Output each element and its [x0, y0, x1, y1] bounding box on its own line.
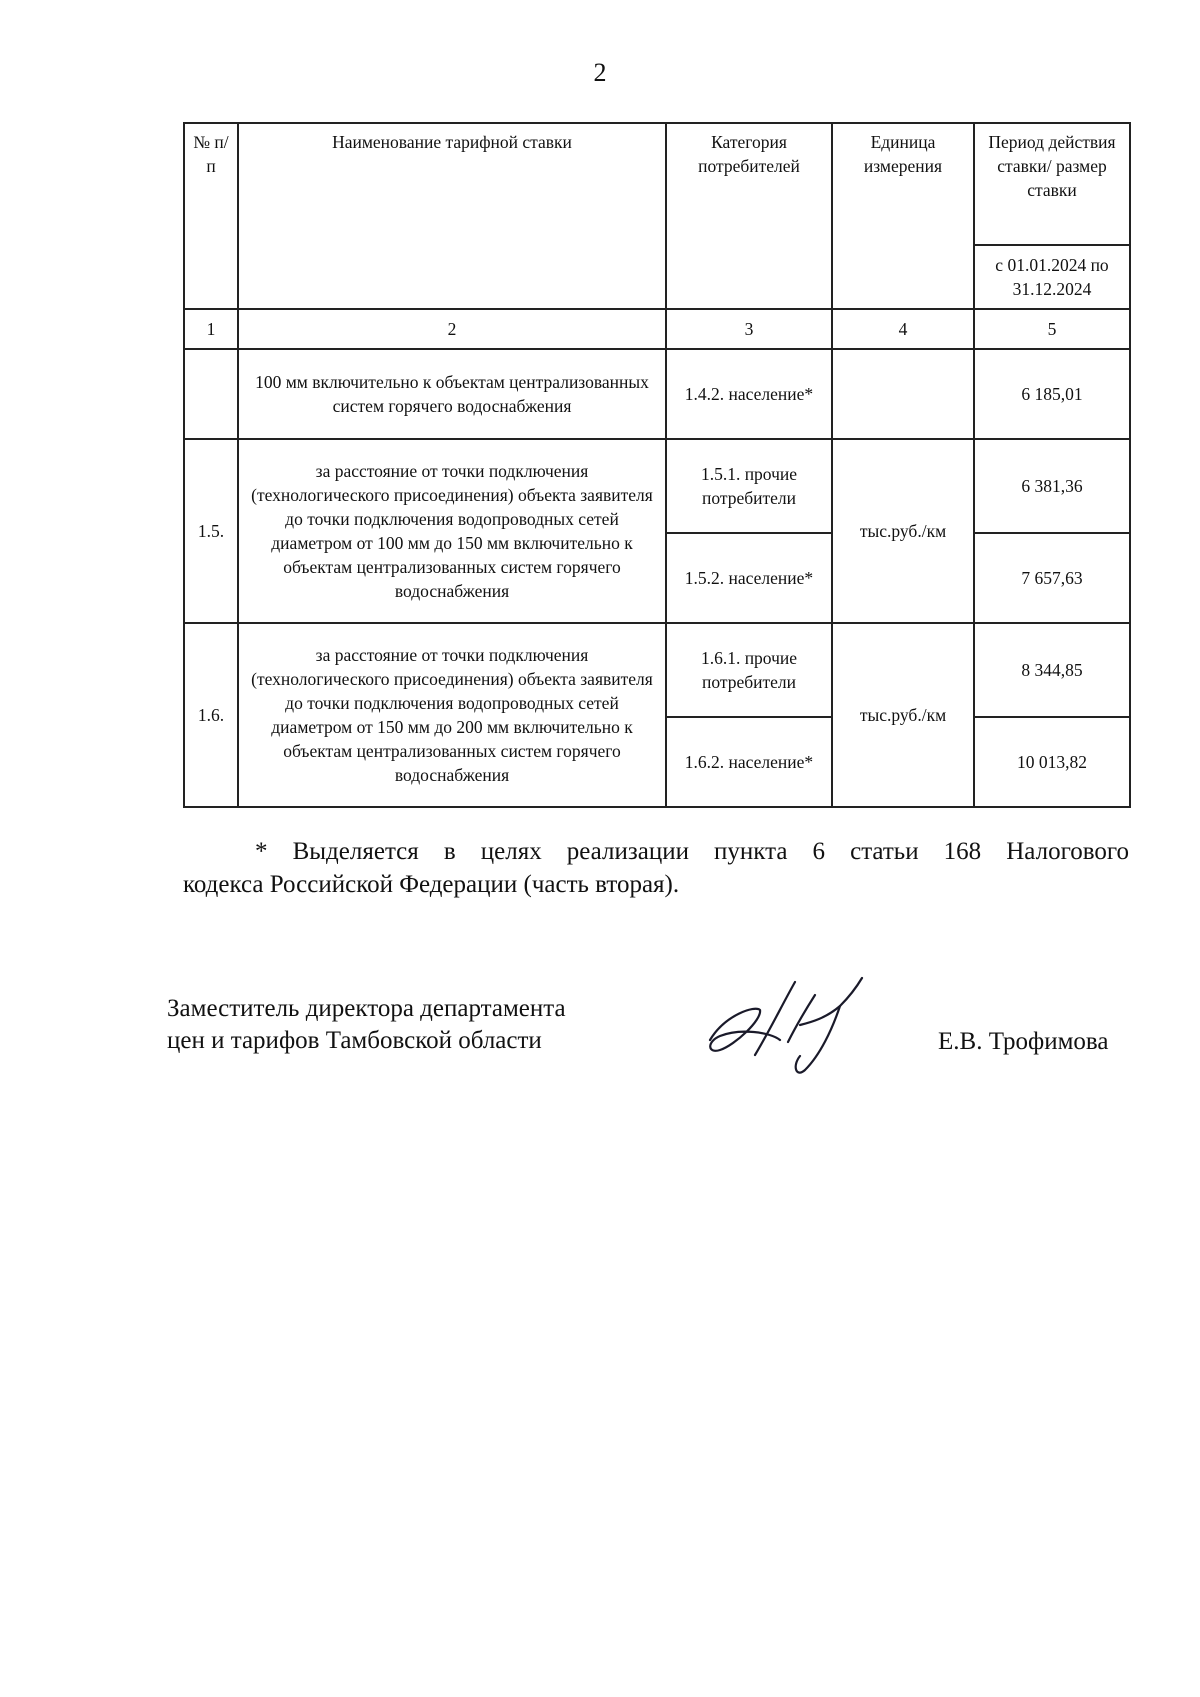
footnote-line: * Выделяется в целях реализации пункта 6 статьи 168 Налогового [255, 838, 1129, 865]
signer-position [167, 993, 566, 1057]
header-category: Категория потребителей [666, 123, 832, 309]
row-value-cell: 6 185,01 [974, 349, 1130, 439]
signer-name: Е.В. Трофимова [938, 1028, 1109, 1055]
row-category-cell: 1.4.2. население* [666, 349, 832, 439]
table-row [184, 439, 1130, 533]
column-number-row [184, 309, 1130, 349]
row-value-cell: 8 344,85 [974, 623, 1130, 717]
row-num-cell: 1.5. [184, 439, 238, 623]
row-category-cell: 1.6.1. прочие потребители [666, 623, 832, 717]
header-period: Период действия ставки/ размер ставки [974, 123, 1130, 245]
row-name-cell: 100 мм включительно к объектам централизованных систем горячего водоснабжения [238, 349, 666, 439]
row-category-cell: 1.5.1. прочие потребители [666, 439, 832, 533]
row-category-cell: 1.6.2. население* [666, 717, 832, 807]
page-number: 2 [593, 58, 607, 87]
header-name: Наименование тарифной ставки [238, 123, 666, 309]
footnote [183, 835, 1129, 901]
column-number: 4 [832, 309, 974, 349]
row-value-cell: 7 657,63 [974, 533, 1130, 623]
table-row [184, 623, 1130, 717]
signer-position-line: цен и тарифов Тамбовской области [167, 1027, 542, 1054]
row-name-cell: за расстояние от точки подключения (технологического присоединения) объекта заявителя до точки подключения водопроводных сетей диаметром от 150 мм до 200 мм включительно к объектам централизованных систем горячего водоснабжения [238, 623, 666, 807]
row-category-cell: 1.5.2. население* [666, 533, 832, 623]
row-unit-cell: тыс.руб./км [832, 623, 974, 807]
signer-position-line: Заместитель директора департамента [167, 995, 566, 1022]
header-num: № п/п [184, 123, 238, 309]
row-num-cell [184, 349, 238, 439]
row-name-cell: за расстояние от точки подключения (технологического присоединения) объекта заявителя до точки подключения водопроводных сетей диаметром от 100 мм до 150 мм включительно к объектам централизованных систем горячего водоснабжения [238, 439, 666, 623]
row-unit-cell: тыс.руб./км [832, 439, 974, 623]
column-number: 3 [666, 309, 832, 349]
footnote-line: кодекса Российской Федерации (часть вторая). [183, 871, 680, 898]
row-value-cell: 10 013,82 [974, 717, 1130, 807]
column-number: 2 [238, 309, 666, 349]
column-number: 5 [974, 309, 1130, 349]
table-header-row [184, 123, 1130, 245]
handwritten-signature [700, 970, 870, 1080]
tariff-table [183, 122, 1131, 808]
column-number: 1 [184, 309, 238, 349]
row-unit-cell [832, 349, 974, 439]
table-row [184, 349, 1130, 439]
row-value-cell: 6 381,36 [974, 439, 1130, 533]
header-period-range: с 01.01.2024 по 31.12.2024 [974, 245, 1130, 309]
header-unit: Единица измерения [832, 123, 974, 309]
row-num-cell: 1.6. [184, 623, 238, 807]
